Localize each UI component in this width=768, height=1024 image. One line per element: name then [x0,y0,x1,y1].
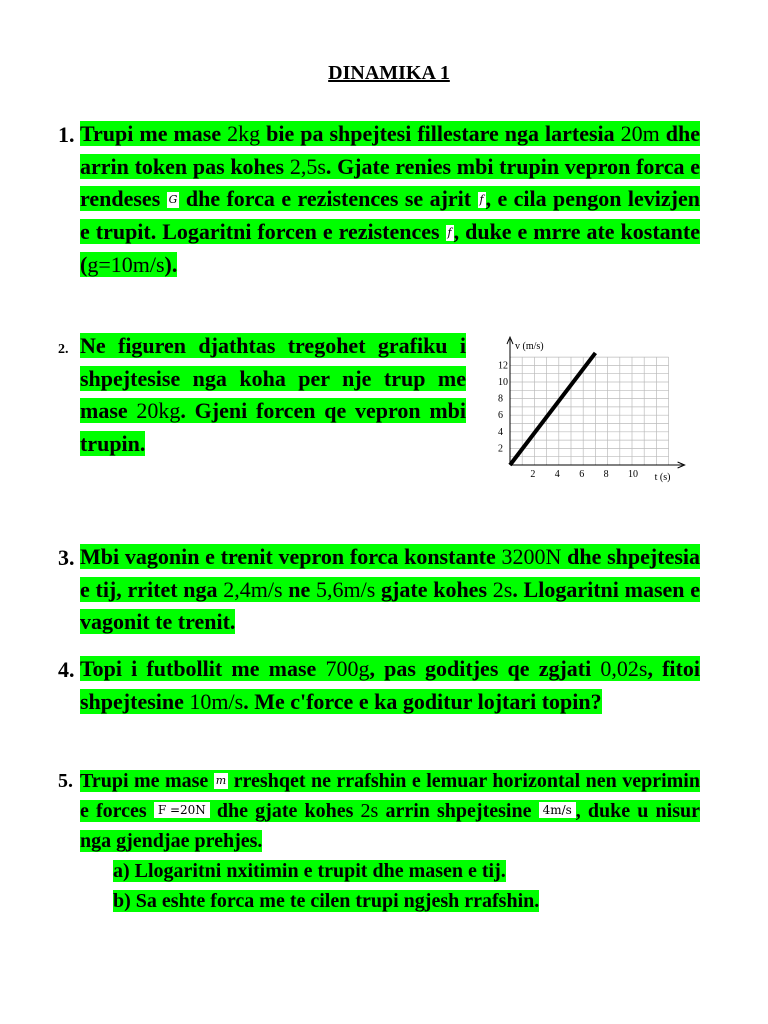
problem-1-number: 1. [58,122,75,147]
x-tick-label: 6 [579,469,585,480]
x-tick-label: 2 [530,469,536,480]
resistance-force-symbol: f [479,193,484,207]
chart-ticks [498,360,638,480]
problem-5-text: Trupi me mase m rreshqet ne rrafshin e lemuar horizontal nen veprimin e forces F =20N dhe gjate kohes 2s arrin shpejtesine 4m/s , duke u nisur nga gjendjae prehjes. [80,770,700,852]
page-title: DINAMIKA 1 [328,62,450,84]
x-tick-label: 10 [628,469,638,480]
problem-1-text: Trupi me mase 2kg bie pa shpejtesi fillestare nga lartesia 20m dhe arrin token pas kohes 2,5s. Gjate renies mbi trupin vepron forca e rendeses G dhe forca e rezistences se ajrit f, e cila pengon levizjen e trupit. Logaritni forcen e rezistences f, duke e mrre ate kostante (g=10m/s). [80,121,700,277]
y-tick-label: 2 [498,443,503,455]
mass-symbol: m [215,774,227,787]
y-tick-label: 8 [498,393,503,405]
force-value-box: F =20N [154,802,210,818]
gravity-force-symbol: G [168,193,178,207]
problem-3-number: 3. [58,545,75,570]
y-tick-label: 10 [498,377,508,388]
problem-5b: b) Sa eshte forca me te cilen trupi ngjesh rrafshin. [113,890,540,912]
problem-5-number: 5. [58,770,73,792]
speed-value-box: 4m/s [539,802,576,818]
y-tick-label: 4 [498,426,503,438]
chart-grid [510,357,669,465]
problem-5a: a) Llogaritni nxitimin e trupit dhe masen e tij. [113,860,506,882]
velocity-time-chart [488,335,688,495]
y-tick-label: 12 [498,360,508,372]
problem-4-text: Topi i futbollit me mase 700g, pas goditjes qe zgjati 0,02s, fitoi shpejtesine 10m/s. Me c'force e ka goditur lojtari topin? [80,656,700,714]
x-tick-label: 4 [554,469,560,480]
problem-2-text: Ne figuren djathtas tregohet grafiku i shpejtesise nga koha per nje trup me mase 20kg. Gjeni forcen qe vepron mbi trupin. [80,333,466,457]
y-axis-label: v (m/s) [515,341,544,353]
problem-3-text: Mbi vagonin e trenit vepron forca konstante 3200N dhe shpejtesia e tij, rritet nga 2,4m/s ne 5,6m/s gjate kohes 2s. Llogaritni masen e vagonit te trenit. [80,544,701,635]
x-tick-label: 8 [603,469,609,480]
resistance-force-symbol-2: f [447,226,452,240]
problem-2-number: 2. [58,342,69,357]
problem-4-number: 4. [58,657,75,682]
y-tick-label: 6 [498,410,503,422]
x-axis-label: t (s) [654,472,671,483]
